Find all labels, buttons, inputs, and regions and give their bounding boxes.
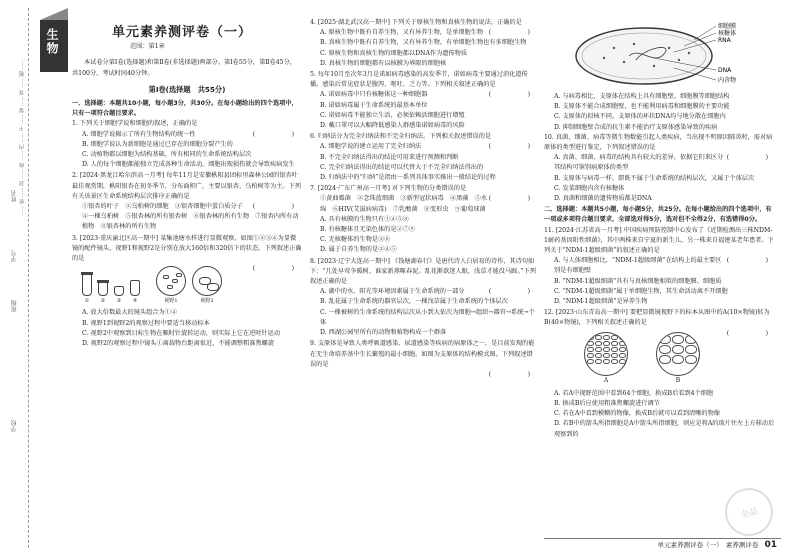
question-stem: 2. [2024·黑龙江哈尔滨高一月考] 每年11月是安徽枞阳县团标里森林公园的银杏叶最佳观赏期，枞阳银杏在初冬季节，分布面积广，主要以银杏、乌桕树等为主。下列有关该景区生命系统结构层次排序正确的是 — [72, 172, 301, 200]
answer-option: C. 无核糖体的生物是③⑥ — [320, 236, 391, 244]
lens-2-label: ② — [100, 298, 106, 305]
micro-cell — [595, 347, 602, 352]
answer-paren: ( ) — [488, 143, 538, 151]
answer-option: B. 诺如病毒属于生命系统的最基本单位 — [320, 101, 428, 109]
question-item — [544, 133, 776, 204]
micro-cell — [659, 335, 671, 344]
question-stem: 5. 每年10月至次年3月是诺如病毒感染的高发季节，诺如病毒主要通过消化道传播，感染后常见症状是腹泻、呕吐、乏力等。下列相关叙述正确的是 — [310, 71, 528, 89]
micro-cell — [672, 345, 684, 354]
micro-cell — [587, 341, 594, 346]
right-question-list-2 — [544, 226, 776, 337]
question-stem: 12. [2023·山东青岛高一期中] 要把显微镜视野下的标本从图中的A(10×物镜)转为B(40×物镜)，下列相关叙述正确的是 — [544, 309, 770, 327]
answer-option: A. 原核生物中既有自养生物，又有异养生物，是单细胞生物 — [320, 29, 484, 37]
answer-option: D. 西湖公园里所有的动物和植物构成一个群落 — [320, 329, 447, 337]
micro-cell — [611, 353, 618, 358]
cut-line — [28, 8, 29, 548]
lens-1-label: ① — [84, 298, 90, 305]
view-1-caption: 视野1 — [164, 298, 178, 305]
view-2-caption: 视野2 — [200, 298, 214, 305]
answer-option: C. “NDM-1超级细菌”属于单细胞生物，其生命活动离不开细胞 — [554, 287, 728, 295]
answer-option: B. 真核生物中既有自养生物，又有异养生物，有单细胞生物也有多细胞生物 — [320, 39, 527, 47]
answer-option: B. 换成B后应使用粗准焦螺旋进行调节 — [554, 400, 660, 408]
answer-option: D. 戴口罩可以大幅降低感染人群感染诺如病毒的风险 — [320, 122, 465, 130]
micro-cell — [603, 341, 610, 346]
answer-option: A. 放大倍数最大的镜头组合为①④ — [82, 309, 178, 317]
answer-option: A. 与人体细胞相比，“NDM-1超级细菌”在结构上的最主要区别是有细胞壁 — [554, 257, 722, 275]
view-2 — [192, 266, 222, 296]
micro-cell — [587, 335, 594, 340]
answer-option: B. 乱花属于生命系统的器官层次，一棵浅草属于生命系统的个体层次 — [320, 298, 508, 306]
answer-paren: ( ) — [726, 329, 776, 337]
answer-option: B. 支原体不能合成细胞壁，也不能利用病毒和细胞膜的主要功能 — [554, 103, 730, 111]
answer-option: B. 视野1到视野2的观察过程中要适当移动标本 — [82, 319, 210, 327]
micro-view-b — [656, 332, 700, 376]
question-item — [310, 184, 538, 255]
lens-3 — [114, 286, 124, 296]
question-stem: 1. 下列关于细胞学说和细胞的叙述，正确的是 — [72, 120, 198, 128]
answer-option: C. 动植物都以细胞为结构基础，所有相同的生命系统结构层次 — [82, 151, 252, 159]
micro-cell — [627, 347, 628, 352]
micro-cell — [603, 359, 610, 364]
answer-option: A. 若A中视野范围中看到64个细胞，换成B后看到4个细胞 — [554, 389, 714, 397]
answer-option: ①黄曲霉菌 ②念珠蓝细菌 ③新型冠状病毒 ④黑藻 ⑤水绵 ⑥HIV(艾滋病病毒) ⑦乳酸菌 ⑧变形虫 ⑨葡萄球菌 — [320, 195, 488, 213]
answer-option: C. 视野2中观察到目标生物在顺时针旋转运动，则实际上它在逆时针运动 — [82, 329, 281, 337]
micro-cell — [672, 355, 684, 364]
watermark-stamp: 全品 — [720, 483, 779, 542]
answer-option: C. 一棵被树的生命系统的结构层次从小到大依次为细胞→组织→器官→系统→个体 — [320, 308, 535, 326]
question-item — [310, 70, 538, 131]
micro-cell — [603, 353, 610, 358]
binding-warning: …… 密 …… 封 …… 线 …… 内 …… 不 …… 要 …… 答 …… 题 …… — [19, 60, 25, 216]
answer-option: D. 归纳法中的“归纳”是指由一系列具体事实推出一般结论的过程 — [320, 174, 496, 182]
question-stem: 10. 真菌、细菌、病毒等微生物数能引起人类疾病，当出现不明原因肺炎时，需对病原体的类型进行鉴定，下列叙述错误的是 — [544, 133, 773, 152]
micro-cell — [698, 345, 700, 354]
answer-option: C. 若在A中看到模糊的物像，换成B后就可以看到清晰的物像 — [554, 410, 720, 418]
cell-membrane-shape — [576, 28, 712, 84]
question-item — [310, 132, 538, 183]
answer-paren: ( ) — [726, 257, 776, 265]
answer-option: A. 细胞学说揭示了所有生物结构的统一性 — [82, 130, 196, 138]
micro-cell — [659, 355, 671, 364]
question-item — [72, 234, 302, 273]
micro-cell — [603, 347, 610, 352]
micro-cell — [619, 353, 626, 358]
question-item — [310, 257, 538, 339]
micro-cell — [603, 335, 610, 340]
micro-cell — [627, 341, 628, 346]
q9-options — [544, 92, 776, 133]
q3-options — [72, 308, 302, 349]
answer-option: B. 不完全归纳法得出的结论可用来进行预测和判断 — [320, 153, 459, 161]
micro-cell — [611, 347, 618, 352]
question-item — [72, 119, 302, 170]
micro-cell — [659, 345, 671, 354]
page-number: 01 — [764, 540, 777, 550]
section-title: 第Ⅰ卷(选择题 共55分) — [148, 84, 226, 94]
answer-option: D. 属于自养生物的是②④⑤ — [320, 246, 397, 254]
lens-2 — [98, 282, 108, 296]
answer-option: D. 视野2的观察过程中镜头①离载物台距离很近，不能调整粗准焦螺旋 — [82, 340, 275, 348]
left-question-list — [72, 119, 302, 273]
answer-option: A. 与病毒相比，支原体在结构上具有细胞壁、细胞膜等细胞结构 — [554, 93, 730, 100]
micro-cell — [611, 359, 618, 364]
label-ribosome: 核糖体 — [718, 30, 737, 37]
ribbon-corner — [40, 8, 68, 20]
micro-cell — [587, 347, 594, 352]
answer-paren: ( ) — [252, 265, 302, 273]
micro-cell — [627, 335, 628, 340]
micro-cell — [619, 335, 626, 340]
answer-paren: ( ) — [488, 288, 538, 296]
micro-view-a — [584, 332, 628, 376]
micro-cell — [595, 359, 602, 364]
footer-label: 单元素养测评卷（一） 素养测评卷 — [657, 541, 759, 549]
label-membrane: 细胞膜 — [718, 23, 737, 30]
right-question-list — [544, 133, 776, 204]
answer-paren: ( ) — [252, 130, 302, 138]
label-dna: DNA — [718, 67, 732, 74]
micro-cell — [619, 359, 626, 364]
answer-option: ①银杏的叶子 ②乌桕树的细胞 ③银杏细胞中蛋白质分子 ④一棵乌桕树 ⑤银杏林的所有银杏树 ⑥银杏林的所有生物 ⑦银杏内所有动植物 ⑧银杏林的所有生物 — [82, 203, 299, 231]
lens-4 — [130, 280, 140, 296]
answer-option: A. 诺如病毒中只有核糖体这一种细胞器 — [320, 91, 428, 99]
micro-cell — [619, 347, 626, 352]
micro-cell — [627, 353, 628, 358]
q3-figure — [72, 266, 253, 306]
answer-option: A. 细胞学说的建立运用了完全归纳法 — [320, 143, 422, 151]
answer-paren: ( ) — [488, 370, 538, 378]
middle-question-list — [310, 18, 538, 378]
micro-cell — [698, 335, 700, 344]
page-footer — [658, 540, 777, 550]
column-middle — [310, 18, 538, 380]
answer-option: C. 原核生物和真核生物的细胞都以DNA作为遗传物质 — [320, 49, 468, 57]
question-item — [72, 171, 302, 232]
subject-ribbon — [40, 20, 68, 72]
question-item — [544, 308, 776, 337]
lens-3-label: ③ — [116, 298, 122, 305]
question-stem: 8. [2023·辽宁大连高一期中] 《钱塘湖春行》是唐代诗人白居易的诗作，其诗句如下：“几处早莺争暖树，谁家新燕啄春泥。乱花渐欲迷人眼，浅草才能没马蹄。”下列叙述正确的是 — [310, 257, 536, 286]
micro-cell — [672, 335, 684, 344]
binding-school: 学校 — [11, 420, 18, 432]
question-stem: 6. 归纳法分为完全归纳法和不完全归纳法。下列相关叙述错误的是 — [310, 133, 492, 141]
q12-figure — [544, 332, 727, 386]
answer-option: B. 有核糖体且无染色体的是②⑦⑨ — [320, 226, 416, 234]
answer-option: C. 诺如病毒不能独立生活，必须依赖活细胞进行增殖 — [320, 111, 465, 119]
label-rna: RNA — [718, 37, 731, 44]
micro-cell — [611, 335, 618, 340]
micro-cell — [595, 335, 602, 340]
answer-option: C. 支原体的拟核不同，支原体的环状DNA均与地分散在细胞内 — [554, 113, 726, 121]
micro-view-b-label: B — [675, 376, 681, 384]
micro-cell — [595, 341, 602, 346]
answer-option: B. 细胞学说认为新细胞是通过已存在的细胞分裂产生的 — [82, 140, 233, 148]
micro-cell — [685, 345, 697, 354]
exam-note: 本试卷分第Ⅰ卷(选择题)和第Ⅱ卷(非选择题)两部分。第Ⅰ卷55分，第Ⅱ卷45分，共100分，考试时间40分钟。 — [72, 59, 296, 77]
answer-option: D. 真菌和细菌的遗传物质都是DNA — [554, 195, 652, 203]
answer-option: B. 支原体与病毒一样，即既不属于生命系统的结构层次，又属于个体层次 — [554, 174, 755, 182]
question-stem: 3. [2023·重庆渝北区高一期中] 某集池塘水样进行显微观察，如图①②③④为显微镜的配件镜头，视野1和视野2是分别在放大160倍和320倍下的状态，下列叙述正确的是 — [72, 234, 302, 263]
answer-option: C. 完全归纳法得出的结论可以代替大于不完全归纳法得出的 — [320, 163, 484, 171]
question-stem: 11. [2024·江苏省高一月考] 中国疾病预防控制中心发布了《近期检测出三株NDM-1耐药基因阳性细菌》，其中两株来自宁夏的新生儿，另一株来自福建某老年患者。下列关于“NDM-1超级细菌”的叙述正确的是 — [544, 226, 774, 255]
answer-option: A. 具有核膜的生物只有①④⑤⑧ — [320, 215, 409, 223]
binding-name: 姓名 — [11, 190, 18, 202]
lens-1 — [82, 274, 92, 296]
answer-option: D. 抑制细胞壁合成的抗生素不能治疗支原体感染导致的疾病 — [554, 123, 718, 131]
column-right — [544, 18, 776, 440]
micro-cell — [611, 341, 618, 346]
answer-option: D. 人的每个细胞都能独立完成各种生命活动，细胞出现损伤就会导致疾病发生 — [82, 161, 295, 169]
subject-label: 生物 — [45, 28, 59, 56]
answer-option: D. 若B中的箭头所指细胞是A中箭头所指细胞，则应是将A的玻片往左上方移动后观察到的 — [554, 420, 775, 438]
q9-figure — [544, 18, 776, 92]
question-item — [310, 339, 538, 378]
micro-view-a-label: A — [603, 376, 609, 384]
answer-option: A. 湖中的水、阳光等环境因素属于生命系统的一部分 — [320, 288, 465, 296]
answer-paren: ( ) — [726, 154, 776, 162]
answer-paren: ( ) — [488, 91, 538, 99]
answer-paren: ( ) — [252, 203, 302, 211]
answer-option: A. 真菌、细菌、病毒的结构具有较大的差异，依据它们来区分其结构可鉴别病原体的类型 — [554, 154, 724, 172]
view-1 — [156, 266, 186, 296]
answer-option: D. “NDM-1超级细菌”是异养生物 — [554, 298, 648, 306]
answer-paren: ( ) — [488, 195, 538, 203]
question-item — [310, 18, 538, 69]
column-left — [72, 18, 302, 349]
answer-option: C. 发菜细胞内含有核糖体 — [554, 184, 625, 192]
micro-cell — [619, 341, 626, 346]
answer-option: B. “NDM-1超级细菌”具有与真核细胞相似的细胞膜、细胞质 — [554, 277, 722, 285]
answer-option: D. 真核生物的细胞都有以核膜为界限的细胞核 — [320, 59, 447, 67]
footer-rule — [544, 538, 781, 539]
micro-cell — [627, 359, 628, 364]
q12-options — [544, 389, 776, 440]
lens-4-label: ④ — [132, 298, 138, 305]
binding-class: 班级 — [11, 300, 18, 312]
label-inclusion: 内含物 — [718, 77, 737, 84]
binding-number: 学号 — [11, 250, 18, 262]
mycoplasma-diagram — [544, 18, 774, 92]
question-item — [544, 226, 776, 308]
micro-cell — [685, 335, 697, 344]
micro-cell — [685, 355, 697, 364]
question-stem: 7. [2024·广东广州高一月考] 对下列生物的分类错误的是 — [310, 185, 467, 193]
micro-cell — [595, 353, 602, 358]
page-title: 单元素养测评卷（一） — [112, 25, 253, 40]
part-two-instructions: 二、选择题：本题共5小题，每小题5分，共25分。在每小题给出的四个选项中，有一项或多项符合题目要求，全部选对得5分，选对但不全得2分，有选错得0分。 — [544, 206, 772, 224]
question-stem: 9. 支原体是导致人类呼吸道感染、尿道感染等疾病的病原体之一，是目前发现的能在无生命培养基中生长繁殖的最小细胞。如图为支原体的结构模式图。下列叙述错误的是 — [310, 340, 535, 368]
question-stem: 4. [2025·湖北武汉高一期中] 下列关于原核生物和真核生物的说法，正确的是 — [310, 19, 522, 26]
part-one-instructions: 一、选择题：本题共10小题，每小题3分，共30分。在每小题给出的四个选项中，只有一项符合题目要求。 — [72, 100, 298, 118]
micro-cell — [698, 355, 700, 364]
micro-cell — [587, 353, 594, 358]
micro-cell — [587, 359, 594, 364]
scope-line: 范围：第1章 — [130, 43, 165, 51]
binding-margin — [0, 0, 40, 556]
answer-paren: ( ) — [488, 29, 538, 37]
